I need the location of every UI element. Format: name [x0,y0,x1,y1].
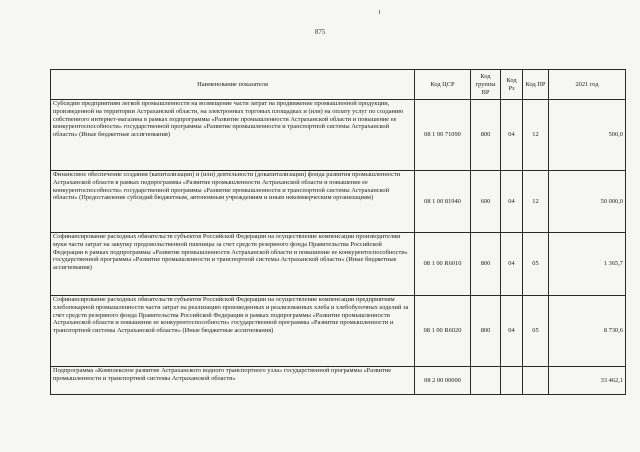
row-vr: 800 [471,233,501,296]
row-name: Софинансирование расходных обязательств субъектов Российской Федерации на осуществление компенсации производителям муки части затрат на закупку продовольственной пшеницы за счет средств резервного фонда Правительства Российской Федерации в рамках подпрограммы «Развитие промышленности Астраханской области и повышение ее конкурентоспособности» государственной программы «Развитие промышленности и транспортной системы Астраханской области» (Иные бюджетные ассигнования) [51,233,415,296]
row-name: Софинансирование расходных обязательств субъектов Российской Федерации на осуществление компенсации предприятиям хлебопекарной промышленности части затрат на реализацию произведенных и реализованных хлеба и хлебобулочных изделий за счет средств резервного фонда Правительства Российской Федерации в рамках подпрограммы «Развитие промышленности Астраханской области и повышение ее конкурентоспособности» государственной программы «Развитие промышленности и транспортной системы Астраханской области» (Иные бюджетные ассигнования) [51,296,415,367]
row-pr [523,367,549,395]
row-pr: 05 [523,296,549,367]
table-row [51,233,626,296]
table-row [51,171,626,233]
row-csr: 08 1 00 R6010 [415,233,471,296]
row-csr: 08 1 00 71090 [415,100,471,171]
row-vr [471,367,501,395]
row-rz [501,367,523,395]
row-name: Подпрограмма «Комплексное развитие Астраханского водного транспортного узла» государственной программы «Развитие промышленности и транспортной системы Астраханской области» [51,367,415,395]
table-row [51,367,626,395]
row-pr: 12 [523,171,549,233]
row-rz: 04 [501,171,523,233]
scan-mark [379,10,380,14]
row-amount: 33 462,1 [549,367,626,395]
table-row [51,296,626,367]
row-rz: 04 [501,100,523,171]
table-header-row [51,70,626,100]
row-vr: 800 [471,100,501,171]
row-name: Финансовое обеспечение создания (капитализации) и (или) деятельности (докапитализации) фонда развития промышленности Астраханской области в рамках подпрограммы «Развитие промышленности Астраханской области и повышение ее конкурентоспособности» государственной программы «Развитие промышленности и транспортной системы Астраханской области» (Предоставление субсидий бюджетным, автономным учреждениям и иным некоммерческим организациям) [51,171,415,233]
table-row [51,100,626,171]
row-vr: 800 [471,296,501,367]
row-pr: 05 [523,233,549,296]
header-vr: Код группы ВР [471,70,501,100]
row-csr: 08 1 00 81940 [415,171,471,233]
row-amount: 1 365,7 [549,233,626,296]
row-amount: 50 000,0 [549,171,626,233]
row-name: Субсидии предприятиям легкой промышленности на возмещение части затрат на продвижение промышленной продукции, произведенной на территории Астраханской области, на электронных торговых площадках и (или) на оплату услуг по созданию собственного интернет-магазина в рамках подпрограммы «Развитие промышленности Астраханской области и повышение ее конкурентоспособности» государственной программы «Развитие промышленности и транспортной системы Астраханской области» (Иные бюджетные ассигнования) [51,100,415,171]
header-rz: Код Рз [501,70,523,100]
row-rz: 04 [501,296,523,367]
row-amount: 8 730,6 [549,296,626,367]
page-number: 875 [314,28,326,36]
header-csr: Код ЦСР [415,70,471,100]
header-name: Наименование показателя [51,70,415,100]
row-csr: 08 2 00 00000 [415,367,471,395]
row-rz: 04 [501,233,523,296]
row-vr: 600 [471,171,501,233]
header-year: 2021 год [549,70,626,100]
header-pr: Код ПР [523,70,549,100]
row-csr: 08 1 00 R6020 [415,296,471,367]
budget-table [50,69,626,395]
row-pr: 12 [523,100,549,171]
row-amount: 500,0 [549,100,626,171]
